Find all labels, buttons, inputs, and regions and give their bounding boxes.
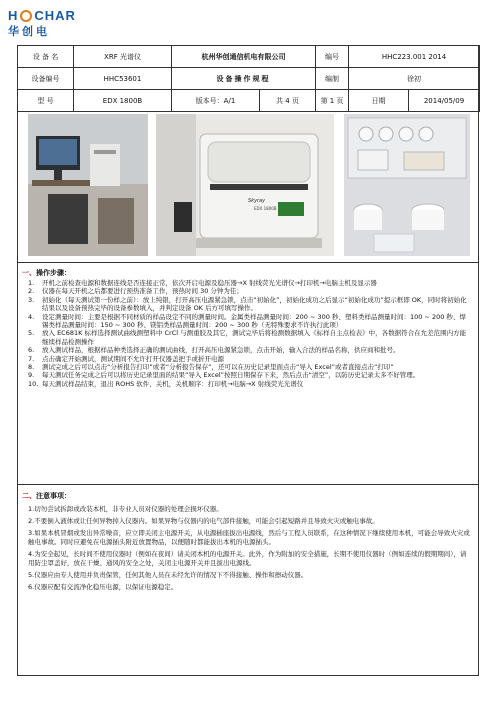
step-number: 6.	[28, 346, 35, 355]
step-number: 9.	[28, 371, 35, 380]
date-label: 日期	[349, 90, 409, 112]
photo-strip	[18, 108, 478, 260]
step-number: 5.	[28, 329, 35, 338]
total-pages: 共 4 页	[260, 90, 316, 112]
step-text: 放入测试样品，根据样品种类选择正确的测试曲线，打开高压电源紧急锁，点击开始，输入合法的样品名称，供应商和批号。	[42, 346, 400, 355]
model-value: EDX 1800B	[74, 90, 172, 112]
step-text: 开机之前检查电源和数据连线是否连接正常，依次开启电源及稳压器→X 射线荧光光谱仪→打印机→电脑主机及显示器	[42, 279, 377, 287]
header-table	[17, 45, 480, 112]
step-number: 3.	[28, 295, 35, 304]
list-item	[28, 287, 472, 295]
logo-text-h: H	[8, 8, 19, 23]
section1-prefix: 一、	[22, 269, 36, 277]
step-number: 8.	[28, 363, 35, 372]
code-value: HHC223.001 2014	[349, 46, 480, 68]
step-text: 放入 EC681K 标样选择测试曲线测塑料中 CrCl 与测重胶及其它，测试完毕后将检测数据填入《标样自主点检表》中，各数据符合在允差范围内方能继续样品检测操作	[42, 329, 467, 346]
list-item	[28, 296, 472, 313]
list-item: 1.切勿尝试拆卸或改装本机，非专业人员对仪器的处理会损坏仪器。	[28, 505, 223, 513]
list-item	[28, 371, 472, 379]
editor-label: 编制	[316, 68, 349, 90]
instrument-brand: Skyray	[248, 198, 266, 204]
step-number: 1.	[28, 279, 35, 287]
list-item	[28, 313, 472, 330]
list-item: 6.仪器应配有交流净化稳压电源，以保证电源稳定。	[28, 583, 178, 591]
equipment-name-value: XRF 光谱仪	[74, 46, 172, 68]
section-divider-1	[17, 262, 479, 263]
equipment-number-label: 设备编号	[18, 68, 74, 90]
list-item: 4.为安全起见，长时间不使用仪器时（例如在夜间）请关闭本机的电源开关。此外，作为附加的安全措施，长期不使用仪器时（例如连续的假期期间），请用防尘罩盖好，放在干燥、通风的安全之处，关闭主电源开关并且拔出电源线。	[28, 550, 467, 567]
date-value: 2014/05/09	[409, 90, 480, 112]
step-number: 2.	[28, 287, 35, 296]
version-label: 版本号：A/1	[172, 90, 260, 112]
step-text: 初始化（每天测试第一份样之前）：放上纯银，打开高压电源紧急锁，点击“初始化”，初始化成功之后显示“初始化成功”提示框即 OK，同时将初始化结果以及设备预热完毕的设备参数填入，并判定设备 OK 后方可填写操作。	[42, 295, 467, 313]
instrument-model: EDX 1800B	[254, 206, 277, 211]
workstation-photo	[28, 114, 148, 256]
equipment-number-value: HHC53601	[74, 68, 172, 90]
list-item	[28, 346, 472, 354]
precautions-list	[28, 505, 472, 595]
list-item	[28, 355, 472, 363]
step-number: 4.	[28, 312, 35, 321]
list-item: 5.仪器应由专人使用并负责保管，任何其他人员在未经允许的情况下不得接触、操作和擦动仪器。	[28, 571, 308, 579]
model-label: 型 号	[18, 90, 74, 112]
equipment-name-label: 设 备 名	[18, 46, 74, 68]
operation-steps-list	[28, 279, 472, 388]
editor-value: 徐初	[349, 68, 480, 90]
section2-title: 注意事项：	[36, 492, 71, 500]
step-text: 每天测试样品结束，退出 ROHS 软件，关机，关机顺序：打印机→电脑→X 射线荧光光谱仪	[42, 379, 304, 388]
section2-heading	[22, 491, 71, 501]
step-text: 设定测量时间：主要是根据不同材质的样品设定不同的测量时间。金属类样品测量时间：200 ~ 300 秒、塑料类样品测量时间：100 ~ 200 秒、焊锡类样品测量时间：150 ~ 300 秒、镁铝类样品测量时间：200 ~ 300 秒（无特殊要求不许执行此项）	[42, 312, 466, 330]
code-label: 编号	[316, 46, 349, 68]
logo-cn-text: 华创电	[8, 25, 50, 38]
step-number: 7.	[28, 354, 35, 363]
list-item	[28, 380, 472, 388]
sample-cups-photo	[344, 114, 470, 256]
step-text: 仪器在每天开机之后都要进行预热准备工作，预热时间 30 分钟为佳；	[42, 287, 243, 296]
logo-text-char: CHAR	[34, 8, 76, 23]
step-text: 每天测试任务完成之后可以将历史记录里面的结果“导入 Excel”按照日期保存下来，然后点击“清空”，以防历史记录太多不好管理。	[42, 371, 420, 380]
list-item	[28, 329, 472, 346]
logo-ring-icon	[20, 10, 32, 22]
company-name: 杭州华创通信机电有限公司	[172, 46, 316, 68]
step-text: 测试完成之后可以点击“分析报告打印”或者“分析报告保存”，还可以在历史记录里面点击“导入 Excel”或者直接点击“打印”	[42, 363, 394, 372]
page-number: 第 1 页	[316, 90, 349, 112]
section1-heading	[22, 268, 71, 278]
document-title: 设备操作规程	[172, 68, 316, 90]
company-logo	[8, 8, 108, 42]
step-number: 10.	[28, 379, 39, 388]
section2-prefix: 二、	[22, 492, 36, 500]
list-item: 2.不要倒入液体或让任何异物掉入仪器内。如果异物与仪器内的电气部件接触，可能会引起短路并且导致火灾或触电事故。	[28, 517, 379, 525]
xrf-instrument-photo	[156, 114, 334, 256]
section1-title: 操作步骤：	[36, 269, 71, 277]
section-divider-2	[17, 484, 479, 485]
step-text: 点击确定开始测试，测试期间不允许打开仪器盖把手或折开电源	[42, 354, 224, 363]
list-item: 3.如果本机冒烟或发出异常噪音，应立即关闭主电源开关，从电源插座拔出电源线，然后与工程人员联系，在这种情况下继续使用本机，可能会导致火灾或触电事故。同时应避免在电源插头附近放置物品，以便随时都能拔出本机的电源插头。	[28, 529, 470, 546]
